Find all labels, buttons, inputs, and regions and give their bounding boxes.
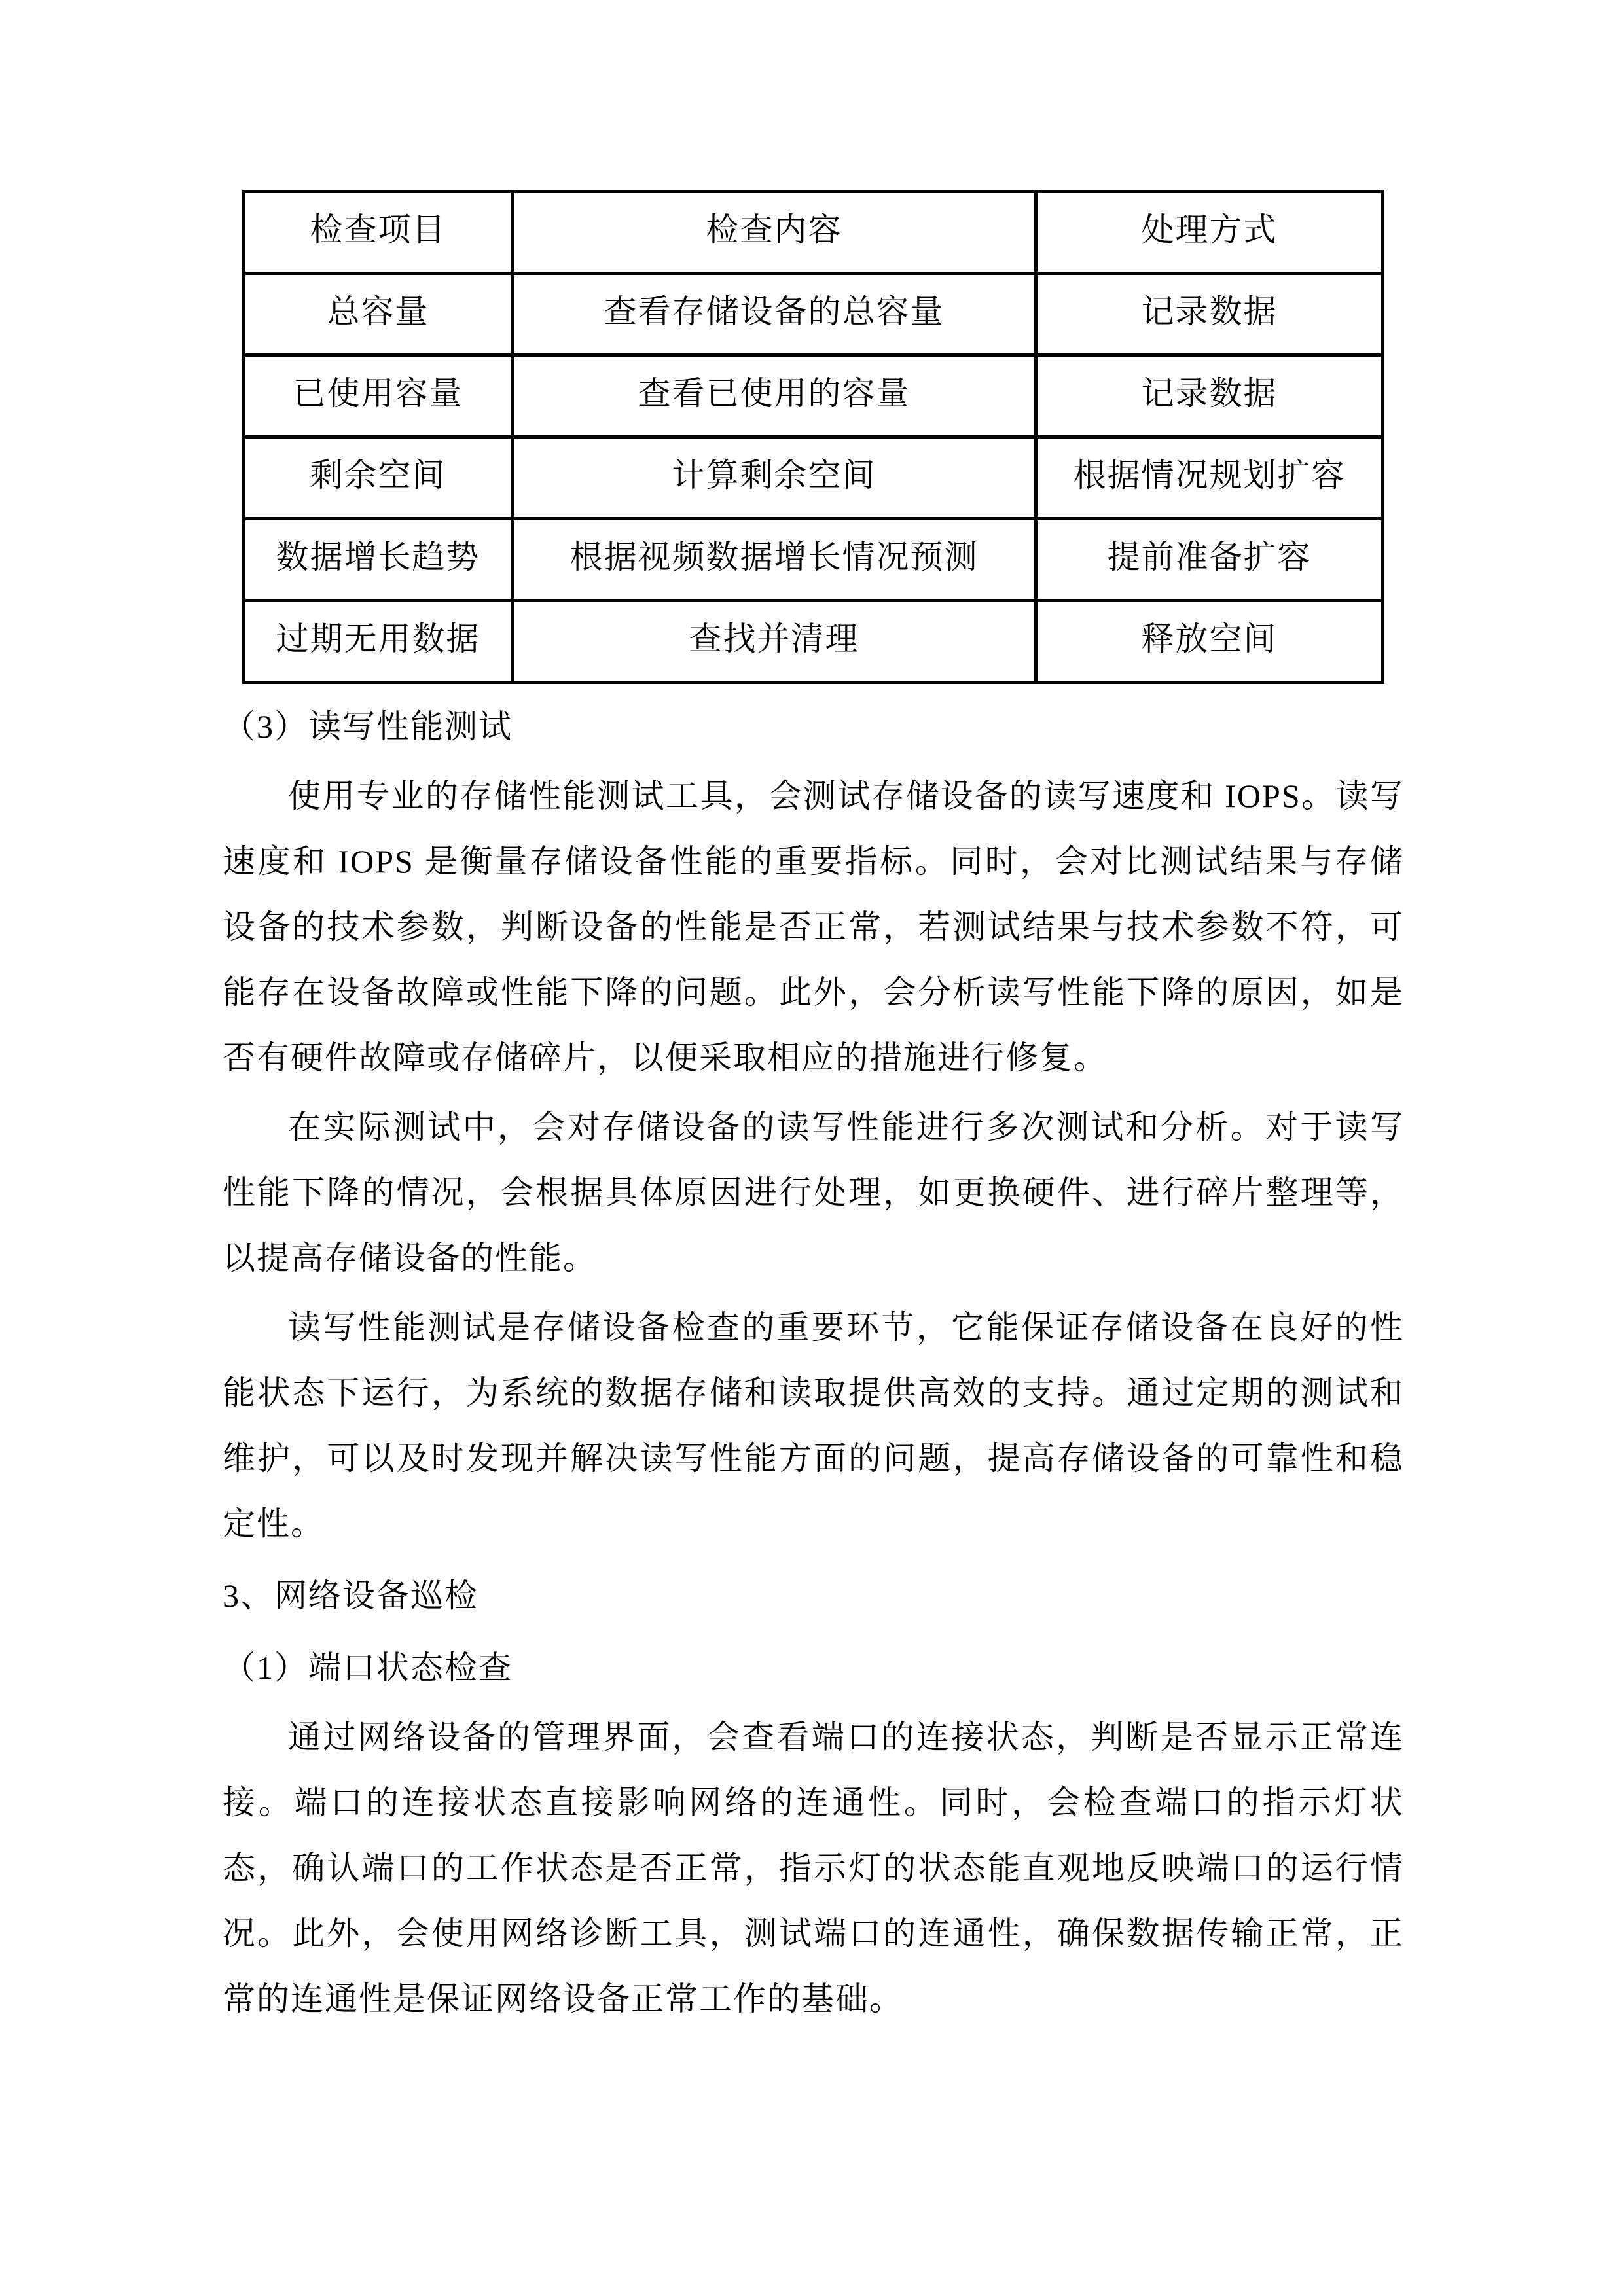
table-cell: 查看存储设备的总容量 [513, 274, 1036, 355]
table-cell: 数据增长趋势 [244, 519, 513, 601]
table-cell: 根据视频数据增长情况预测 [513, 519, 1036, 601]
section-heading-port-status: （1）端口状态检查 [223, 1649, 513, 1686]
table-cell: 记录数据 [1036, 355, 1383, 437]
table-row [244, 519, 1383, 601]
section-heading-network: 3、网络设备巡检 [223, 1577, 478, 1614]
table-row [244, 601, 1383, 683]
table-header-cell: 检查内容 [513, 192, 1036, 274]
table-cell: 过期无用数据 [244, 601, 513, 683]
table-cell: 释放空间 [1036, 601, 1383, 683]
paragraph-port-status: 通过网络设备的管理界面，会查看端口的连接状态，判断是否显示正常连接。端口的连接状态直接影响网络的连通性。同时，会检查端口的指示灯状态，确认端口的工作状态是否正常，指示灯的状态能直观地反映端口的运行情况。此外，会使用网络诊断工具，测试端口的连通性，确保数据传输正常，正常的连通性是保证网络设备正常工作的基础。 [223, 1719, 1404, 2017]
table-cell: 提前准备扩容 [1036, 519, 1383, 601]
table-cell: 总容量 [244, 274, 513, 355]
table-header-row [244, 192, 1383, 274]
table-header-cell: 检查项目 [244, 192, 513, 274]
paragraph-rw-practice: 在实际测试中，会对存储设备的读写性能进行多次测试和分析。对于读写性能下降的情况，会根据具体原因进行处理，如更换硬件、进行碎片整理等，以提高存储设备的性能。 [223, 1109, 1404, 1276]
table-row [244, 274, 1383, 355]
paragraph-rw-tools: 使用专业的存储性能测试工具，会测试存储设备的读写速度和 IOPS。读写速度和 IOPS 是衡量存储设备性能的重要指标。同时，会对比测试结果与存储设备的技术参数，判断设备的性能是否正常，若测试结果与技术参数不符，可能存在设备故障或性能下降的问题。此外，会分析读写性能下降的原因，如是否有硬件故障或存储碎片，以便采取相应的措施进行修复。 [223, 778, 1404, 1076]
table-row [244, 437, 1383, 519]
table-cell: 查看已使用的容量 [513, 355, 1036, 437]
table-row [244, 355, 1383, 437]
paragraph-rw-importance: 读写性能测试是存储设备检查的重要环节，它能保证存储设备在良好的性能状态下运行，为系统的数据存储和读取提供高效的支持。通过定期的测试和维护，可以及时发现并解决读写性能方面的问题，提高存储设备的可靠性和稳定性。 [223, 1309, 1404, 1542]
table-cell: 已使用容量 [244, 355, 513, 437]
body-text [223, 694, 1404, 2032]
document-content [223, 190, 1404, 2032]
section-heading-rw-test: （3）读写性能测试 [223, 708, 513, 745]
table-cell: 根据情况规划扩容 [1036, 437, 1383, 519]
storage-check-table [242, 190, 1384, 684]
table-cell: 剩余空间 [244, 437, 513, 519]
table-cell: 记录数据 [1036, 274, 1383, 355]
table-header-cell: 处理方式 [1036, 192, 1383, 274]
table-cell: 查找并清理 [513, 601, 1036, 683]
table-cell: 计算剩余空间 [513, 437, 1036, 519]
